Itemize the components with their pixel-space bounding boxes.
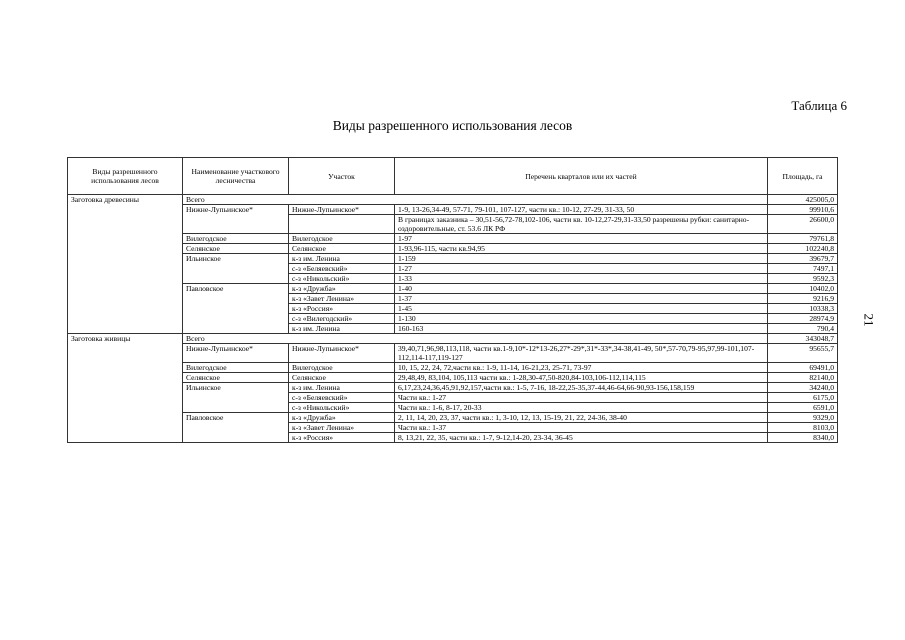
column-header: Площадь, га (768, 158, 838, 195)
area-cell: 7497,1 (768, 264, 838, 274)
site-cell: к-з «Завет Ленина» (289, 423, 395, 433)
site-cell: Нижне-Лупьинское* (289, 344, 395, 363)
quarters-cell: 1-93,96-115, части кв.94,95 (395, 244, 768, 254)
forestry-cell: Павловское (183, 413, 289, 443)
area-cell: 95655,7 (768, 344, 838, 363)
site-cell: к-з «Дружба» (289, 413, 395, 423)
area-cell: 99910,6 (768, 205, 838, 215)
quarters-cell: 10, 15, 22, 24, 72,части кв.: 1-9, 11-14, 16-21,23, 25-71, 73-97 (395, 363, 768, 373)
site-cell (289, 215, 395, 234)
site-cell: Нижне-Лупьинское* (289, 205, 395, 215)
site-cell: к-з «Россия» (289, 433, 395, 443)
area-cell: 82140,0 (768, 373, 838, 383)
site-cell: Селянское (289, 373, 395, 383)
site-cell: к-з им. Ленина (289, 254, 395, 264)
quarters-cell: 8, 13,21, 22, 35, части кв.: 1-7, 9-12,14-20, 23-34, 36-45 (395, 433, 768, 443)
area-cell: 10402,0 (768, 284, 838, 294)
site-cell: с-з «Беляевский» (289, 393, 395, 403)
quarters-cell: 6,17,23,24,36,45,91,92,157,части кв.: 1-5, 7-16, 18-22,25-35,37-44,46-64,66-90,93-156,158,159 (395, 383, 768, 393)
site-cell: с-з «Никольский» (289, 274, 395, 284)
site-cell: с-з «Никольский» (289, 403, 395, 413)
forest-use-table (67, 157, 838, 443)
area-cell: 26600,0 (768, 215, 838, 234)
site-cell: к-з «Россия» (289, 304, 395, 314)
total-area: 343048,7 (768, 334, 838, 344)
area-cell: 9592,3 (768, 274, 838, 284)
area-cell: 69491,0 (768, 363, 838, 373)
total-area: 425005,0 (768, 195, 838, 205)
quarters-cell: 1-37 (395, 294, 768, 304)
area-cell: 9216,9 (768, 294, 838, 304)
quarters-cell: 1-45 (395, 304, 768, 314)
table-row (68, 234, 838, 244)
table-row (68, 413, 838, 423)
header-row (68, 158, 838, 195)
forestry-cell: Селянское (183, 244, 289, 254)
area-cell: 102240,8 (768, 244, 838, 254)
table-row (68, 334, 838, 344)
quarters-cell: 39,40,71,96,98,113,118, части кв.1-9,10*-12*13-26,27*-29*,31*-33*,34-38,41-49, 50*,57-70,79-95,97,99-101,107-112,114-117,119-127 (395, 344, 768, 363)
area-cell: 39679,7 (768, 254, 838, 264)
quarters-cell: Части кв.: 1-27 (395, 393, 768, 403)
site-cell: с-з «Вилегодский» (289, 314, 395, 324)
area-cell: 34240,0 (768, 383, 838, 393)
column-header: Виды разрешенного использования лесов (68, 158, 183, 195)
total-label: Всего (183, 195, 768, 205)
quarters-cell: 1-33 (395, 274, 768, 284)
forestry-cell: Павловское (183, 284, 289, 334)
area-cell: 6591,0 (768, 403, 838, 413)
page-number: 21 (861, 313, 877, 327)
quarters-cell: 1-159 (395, 254, 768, 264)
table-row (68, 244, 838, 254)
quarters-cell: 160-163 (395, 324, 768, 334)
table-row (68, 383, 838, 393)
table-row (68, 195, 838, 205)
forestry-cell: Ильинское (183, 254, 289, 284)
area-cell: 8103,0 (768, 423, 838, 433)
quarters-cell: 1-27 (395, 264, 768, 274)
forestry-cell: Вилегодское (183, 363, 289, 373)
site-cell: Вилегодское (289, 234, 395, 244)
area-cell: 28974,9 (768, 314, 838, 324)
use-type-cell: Заготовка живицы (68, 334, 183, 443)
quarters-cell: 1-97 (395, 234, 768, 244)
column-header: Участок (289, 158, 395, 195)
quarters-cell: Части кв.: 1-6, 8-17, 20-33 (395, 403, 768, 413)
quarters-cell: 1-9, 13-26,34-49, 57-71, 79-101, 107-127, части кв.: 10-12, 27-29, 31-33, 50 (395, 205, 768, 215)
site-cell: к-з «Завет Ленина» (289, 294, 395, 304)
quarters-cell: 1-40 (395, 284, 768, 294)
quarters-cell: 1-130 (395, 314, 768, 324)
column-header: Наименование участкового лесничества (183, 158, 289, 195)
area-cell: 6175,0 (768, 393, 838, 403)
site-cell: к-з им. Ленина (289, 324, 395, 334)
forestry-cell: Селянское (183, 373, 289, 383)
quarters-cell: В границах заказника – 30,51-56,72-78,102-106, части кв. 10-12,27-29,31-33,50 разрешены рубки: санитарно-оздоровительные, ст. 53.6 ЛК РФ (395, 215, 768, 234)
site-cell: к-з «Дружба» (289, 284, 395, 294)
area-cell: 790,4 (768, 324, 838, 334)
total-label: Всего (183, 334, 768, 344)
site-cell: Селянское (289, 244, 395, 254)
use-type-cell: Заготовка древесины (68, 195, 183, 334)
table-row (68, 284, 838, 294)
quarters-cell: 29,48,49, 83,104, 105,113 части кв.: 1-28,30-47,50-820,84-103,106-112,114,115 (395, 373, 768, 383)
table-number: Таблица 6 (791, 98, 847, 113)
site-cell: с-з «Беляевский» (289, 264, 395, 274)
table-row (68, 205, 838, 215)
column-header: Перечень кварталов или их частей (395, 158, 768, 195)
forestry-cell: Вилегодское (183, 234, 289, 244)
site-cell: к-з им. Ленина (289, 383, 395, 393)
site-cell: Вилегодское (289, 363, 395, 373)
table-row (68, 363, 838, 373)
forestry-cell: Нижне-Лупьинское* (183, 344, 289, 363)
area-cell: 79761,8 (768, 234, 838, 244)
area-cell: 8340,0 (768, 433, 838, 443)
table-row (68, 344, 838, 363)
area-cell: 9329,0 (768, 413, 838, 423)
table-title: Виды разрешенного использования лесов (332, 118, 573, 133)
forestry-cell: Нижне-Лупьинское* (183, 205, 289, 234)
quarters-cell: 2, 11, 14, 20, 23, 37, части кв.: 1, 3-10, 12, 13, 15-19, 21, 22, 24-36, 38-40 (395, 413, 768, 423)
table-row (68, 254, 838, 264)
table-body (68, 195, 838, 443)
quarters-cell: Части кв.: 1-37 (395, 423, 768, 433)
table-row (68, 373, 838, 383)
area-cell: 10338,3 (768, 304, 838, 314)
forestry-cell: Ильинское (183, 383, 289, 413)
